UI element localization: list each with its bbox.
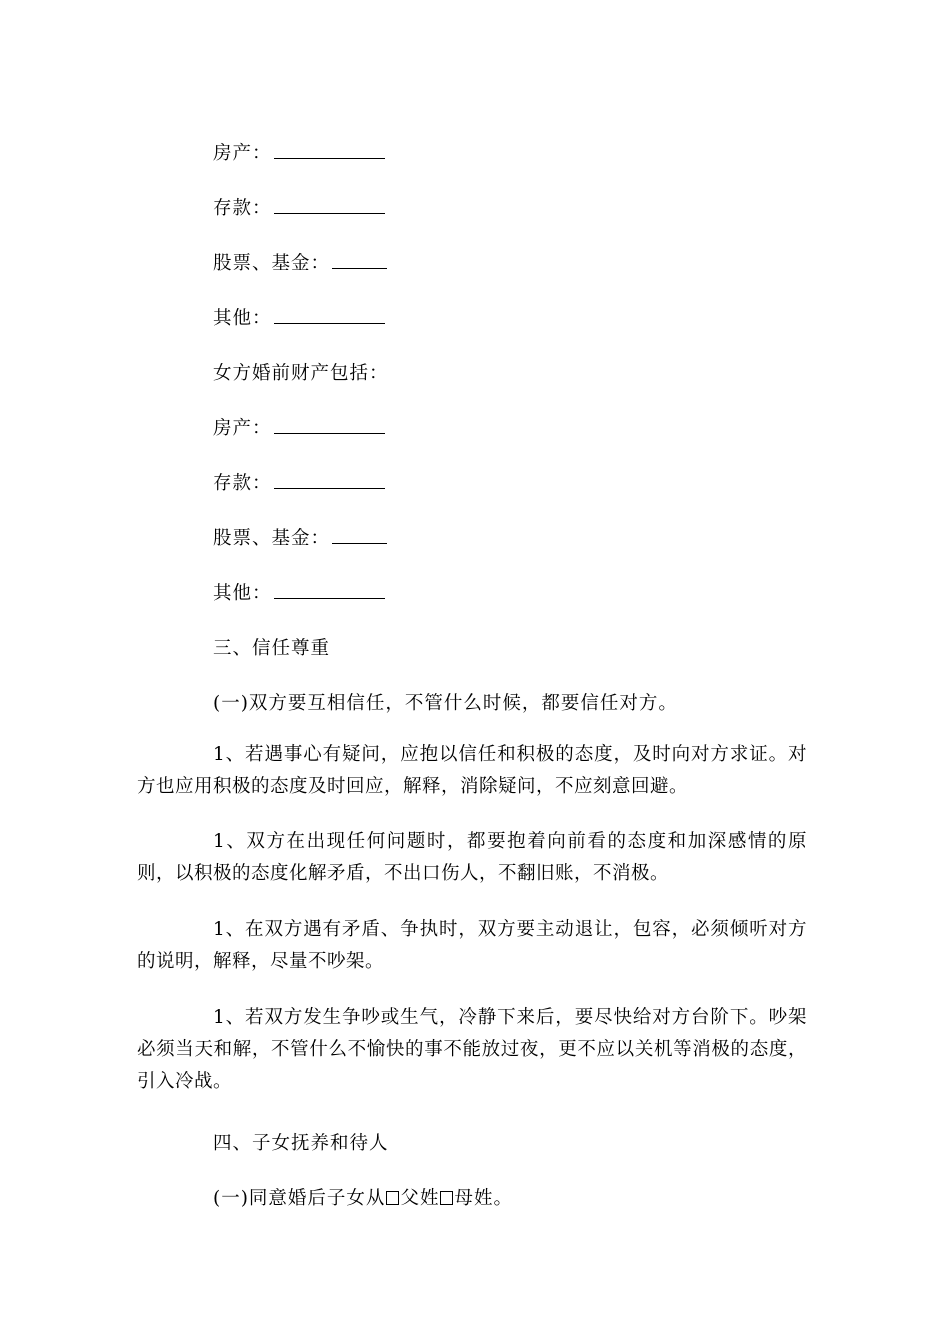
mother-surname-checkbox[interactable] [440,1191,453,1205]
male-house-line [213,139,385,165]
female-house-blank [274,419,385,434]
male-other-label: 其他： [213,308,272,329]
surname-clause-prefix: (一)同意婚后子女从 [213,1188,386,1209]
section-three-item: 1、若遇事心有疑问，应抱以信任和积极的态度，及时向对方求证。对方也应用积极的态度及时回应，解释，消除疑问，不应刻意回避。 [137,744,807,797]
male-house-blank [274,144,385,159]
male-stocks-blank [332,254,387,269]
male-stocks-line [213,249,387,275]
male-other-line [213,304,385,330]
section-four-clause-one [213,1184,513,1210]
female-deposit-label: 存款： [213,473,272,494]
female-stocks-blank [332,529,387,544]
father-surname-checkbox[interactable] [386,1191,399,1205]
male-stocks-label: 股票、基金： [213,253,331,274]
section-three-item: 1、在双方遇有矛盾、争执时，双方要主动退让，包容，必须倾听对方的说明，解释，尽量不吵架。 [137,919,807,972]
section-four-heading: 四、子女抚养和待人 [213,1133,389,1154]
section-three-heading: 三、信任尊重 [213,638,331,659]
female-house-label: 房产： [213,418,272,439]
male-deposit-label: 存款： [213,198,272,219]
female-other-line [213,579,385,605]
female-house-line [213,414,385,440]
female-other-label: 其他： [213,583,272,604]
male-deposit-line [213,194,385,220]
section-three-item: 1、若双方发生争吵或生气，冷静下来后，要尽快给对方台阶下。吵架必须当天和解，不管什么不愉快的事不能放过夜，更不应以关机等消极的态度，引入冷战。 [137,1007,807,1092]
section-three-clause-one: (一)双方要互相信任，不管什么时候，都要信任对方。 [213,693,678,714]
female-stocks-label: 股票、基金： [213,528,331,549]
mother-surname-label: 母姓。 [454,1188,513,1209]
section-three-item: 1、双方在出现任何问题时，都要抱着向前看的态度和加深感情的原则，以积极的态度化解矛盾，不出口伤人，不翻旧账，不消极。 [137,831,807,884]
male-other-blank [274,309,385,324]
father-surname-label: 父姓 [400,1188,440,1209]
male-house-label: 房产： [213,143,272,164]
female-assets-heading: 女方婚前财产包括： [213,363,389,384]
female-deposit-line [213,469,385,495]
female-deposit-blank [274,474,385,489]
female-other-blank [274,584,385,599]
female-stocks-line [213,524,387,550]
male-deposit-blank [274,199,385,214]
